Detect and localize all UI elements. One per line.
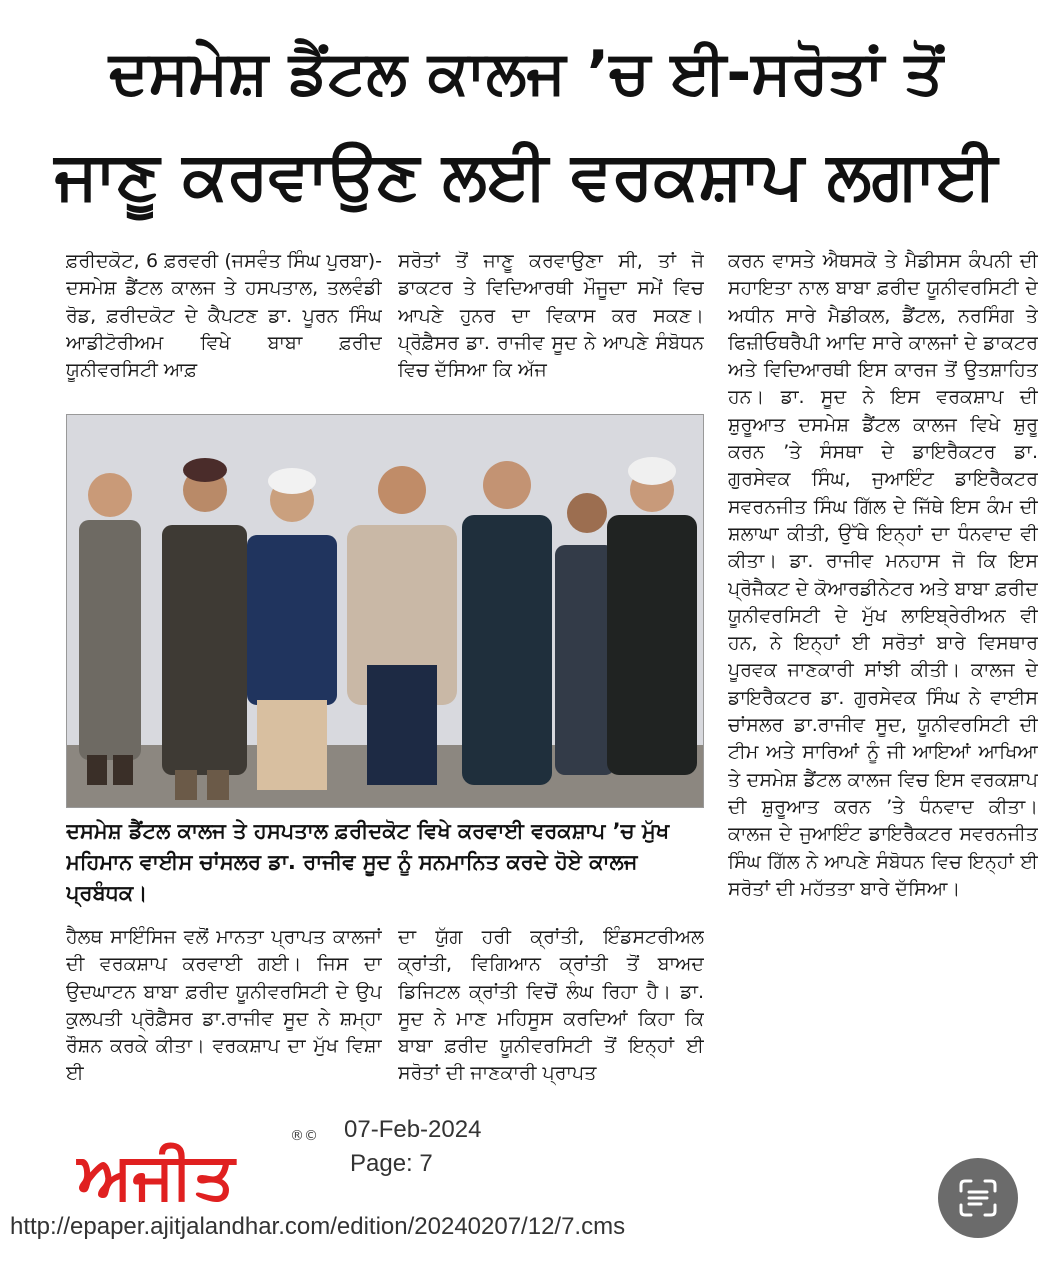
- text-scan-icon: [957, 1177, 999, 1219]
- epaper-url: http://epaper.ajitjalandhar.com/edition/20240207/12/7.cms: [10, 1213, 626, 1240]
- ajit-logo: [6, 1138, 306, 1212]
- group-photo-illustration: [67, 415, 703, 807]
- article-column-3: ਕਰਨ ਵਾਸਤੇ ਐਥਸਕੋ ਤੇ ਮੈਡੀਸਸ ਕੰਪਨੀ ਦੀ ਸਹਾਇਤਾ ਨਾਲ ਬਾਬਾ ਫ਼ਰੀਦ ਯੂਨੀਵਰਸਿਟੀ ਦੇ ਅਧੀਨ ਸਾਰੇ ਮੈਡੀਕਲ, ਡੈਂਟਲ, ਨਰਸਿੰਗ ਤੇ ਫਿਜ਼ੀਓਥਰੈਪੀ ਆਦਿ ਸਾਰੇ ਕਾਲਜਾਂ ਦੇ ਡਾਕਟਰ ਅਤੇ ਵਿਦਿਆਰਥੀ ਇਸ ਕਾਰਜ ਤੋਂ ਉਤਸ਼ਾਹਿਤ ਹਨ। ਡਾ. ਸੂਦ ਨੇ ਇਸ ਵਰਕਸ਼ਾਪ ਦੀ ਸ਼ੁਰੂਆਤ ਦਸਮੇਸ਼ ਡੈਂਟਲ ਕਾਲਜ ਵਿਖੇ ਸ਼ੁਰੂ ਕਰਨ ’ਤੇ ਸੰਸਥਾ ਦੇ ਡਾਇਰੈਕਟਰ ਡਾ. ਗੁਰਸੇਵਕ ਸਿੰਘ, ਜੁਆਇੰਟ ਡਾਇਰੈਕਟਰ ਸਵਰਨਜੀਤ ਸਿੰਘ ਗਿੱਲ ਦੇ ਜਿੱਥੇ ਇਸ ਕੰਮ ਦੀ ਸ਼ਲਾਘਾ ਕੀਤੀ, ਉੱਥੇ ਇਨ੍ਹਾਂ ਦਾ ਧੰਨਵਾਦ ਵੀ ਕੀਤਾ। ਡਾ. ਰਾਜੀਵ ਮਨਹਾਸ ਜੋ ਕਿ ਇਸ ਪ੍ਰੋਜੈਕਟ ਦੇ ਕੋਆਰਡੀਨੇਟਰ ਅਤੇ ਬਾਬਾ ਫ਼ਰੀਦ ਯੂਨੀਵਰਸਿਟੀ ਦੇ ਮੁੱਖ ਲਾਇਬ੍ਰੇਰੀਅਨ ਵੀ ਹਨ, ਨੇ ਇਨ੍ਹਾਂ ਈ ਸਰੋਤਾਂ ਬਾਰੇ ਵਿਸਥਾਰ ਪੂਰਵਕ ਜਾਣਕਾਰੀ ਸਾਂਝੀ ਕੀਤੀ। ਕਾਲਜ ਦੇ ਡਾਇਰੈਕਟਰ ਡਾ. ਗੁਰਸੇਵਕ ਸਿੰਘ ਨੇ ਵਾਈਸ ਚਾਂਸਲਰ ਡਾ.ਰਾਜੀਵ ਸੂਦ, ਯੂਨੀਵਰਸਿਟੀ ਦੀ ਟੀਮ ਅਤੇ ਸਾਰਿਆਂ ਨੂੰ ਜੀ ਆਇਆਂ ਆਖਿਆ ਤੇ ਦਸਮੇਸ਼ ਡੈਂਟਲ ਕਾਲਜ ਵਿਚ ਇਸ ਵਰਕਸ਼ਾਪ ਦੀ ਸ਼ੁਰੂਆਤ ਕਰਨ ’ਤੇ ਧੰਨਵਾਦ ਕੀਤਾ। ਕਾਲਜ ਦੇ ਜੁਆਇੰਟ ਡਾਇਰੈਕਟਰ ਸਵਰਨਜੀਤ ਸਿੰਘ ਗਿੱਲ ਨੇ ਆਪਣੇ ਸੰਬੋਧਨ ਵਿਚ ਇਨ੍ਹਾਂ ਈ ਸਰੋਤਾਂ ਦੀ ਮਹੱਤਤਾ ਬਾਰੇ ਦੱਸਿਆ।: [728, 250, 1038, 900]
- edition-date: 07-Feb-2024: [344, 1116, 482, 1143]
- article-column-2-top: ਸਰੋਤਾਂ ਤੋਂ ਜਾਣੂ ਕਰਵਾਉਣਾ ਸੀ, ਤਾਂ ਜੋ ਡਾਕਟਰ ਤੇ ਵਿਦਿਆਰਥੀ ਮੌਜੂਦਾ ਸਮੇਂ ਵਿਚ ਆਪਣੇ ਹੁਨਰ ਦਾ ਵਿਕਾਸ ਕਰ ਸਕਣ। ਪ੍ਰੋਫ਼ੈਸਰ ਡਾ. ਰਾਜੀਵ ਸੂਦ ਨੇ ਆਪਣੇ ਸੰਬੋਧਨ ਵਿਚ ਦੱਸਿਆ ਕਿ ਅੱਜ: [398, 250, 704, 382]
- ajit-logo-text: ਅਜੀਤ: [77, 1140, 235, 1212]
- article-column-1-top: ਫ਼ਰੀਦਕੋਟ, 6 ਫ਼ਰਵਰੀ (ਜਸਵੰਤ ਸਿੰਘ ਪੁਰਬਾ)-ਦਸਮੇਸ਼ ਡੈਂਟਲ ਕਾਲਜ ਤੇ ਹਸਪਤਾਲ, ਤਲਵੰਡੀ ਰੋਡ, ਫ਼ਰੀਦਕੋਟ ਦੇ ਕੈਪਟਣ ਡਾ. ਪੂਰਨ ਸਿੰਘ ਆਡੀਟੋਰੀਅਮ ਵਿਖੇ ਬਾਬਾ ਫ਼ਰੀਦ ਯੂਨੀਵਰਸਿਟੀ ਆਫ਼: [66, 250, 382, 382]
- text-scan-button[interactable]: [938, 1158, 1018, 1238]
- headline-line-2: ਜਾਣੂ ਕਰਵਾਉਣ ਲਈ ਵਰਕਸ਼ਾਪ ਲਗਾਈ: [54, 137, 998, 214]
- news-photo: [66, 414, 704, 808]
- trademark-symbol: ®©: [290, 1128, 318, 1144]
- headline-line-1: ਦਸਮੇਸ਼ ਡੈਂਟਲ ਕਾਲਜ ’ਚ ਈ-ਸਰੋਤਾਂ ਤੋਂ: [108, 38, 944, 108]
- photo-caption: ਦਸਮੇਸ਼ ਡੈਂਟਲ ਕਾਲਜ ਤੇ ਹਸਪਤਾਲ ਫ਼ਰੀਦਕੋਟ ਵਿਖੇ ਕਰਵਾਈ ਵਰਕਸ਼ਾਪ ’ਚ ਮੁੱਖ ਮਹਿਮਾਨ ਵਾਈਸ ਚਾਂਸਲਰ ਡਾ. ਰਾਜੀਵ ਸੂਦ ਨੂੰ ਸਨਮਾਨਿਤ ਕਰਦੇ ਹੋਏ ਕਾਲਜ ਪ੍ਰਬੰਧਕ।: [66, 819, 670, 905]
- article-column-1-bottom: ਹੈਲਥ ਸਾਇੰਸਿਜ ਵਲੋਂ ਮਾਨਤਾ ਪ੍ਰਾਪਤ ਕਾਲਜਾਂ ਦੀ ਵਰਕਸ਼ਾਪ ਕਰਵਾਈ ਗਈ। ਜਿਸ ਦਾ ਉਦਘਾਟਨ ਬਾਬਾ ਫ਼ਰੀਦ ਯੂਨੀਵਰਸਿਟੀ ਦੇ ਉਪ ਕੁਲਪਤੀ ਪ੍ਰੋਫ਼ੈਸਰ ਡਾ.ਰਾਜੀਵ ਸੂਦ ਨੇ ਸ਼ਮ੍ਹਾ ਰੌਸ਼ਨ ਕਰਕੇ ਕੀਤਾ। ਵਰਕਸ਼ਾਪ ਦਾ ਮੁੱਖ ਵਿਸ਼ਾ ਈ: [66, 926, 382, 1085]
- page-number: Page: 7: [350, 1150, 433, 1177]
- article-column-2-bottom: ਦਾ ਯੁੱਗ ਹਰੀ ਕ੍ਰਾਂਤੀ, ਇੰਡਸਟਰੀਅਲ ਕ੍ਰਾਂਤੀ, ਵਿਗਿਆਨ ਕ੍ਰਾਂਤੀ ਤੋਂ ਬਾਅਦ ਡਿਜਿਟਲ ਕ੍ਰਾਂਤੀ ਵਿਚੋਂ ਲੰਘ ਰਿਹਾ ਹੈ। ਡਾ. ਸੂਦ ਨੇ ਮਾਣ ਮਹਿਸੂਸ ਕਰਦਿਆਂ ਕਿਹਾ ਕਿ ਬਾਬਾ ਫ਼ਰੀਦ ਯੂਨੀਵਰਸਿਟੀ ਤੋਂ ਇਨ੍ਹਾਂ ਈ ਸਰੋਤਾਂ ਦੀ ਜਾਣਕਾਰੀ ਪ੍ਰਾਪਤ: [398, 926, 704, 1085]
